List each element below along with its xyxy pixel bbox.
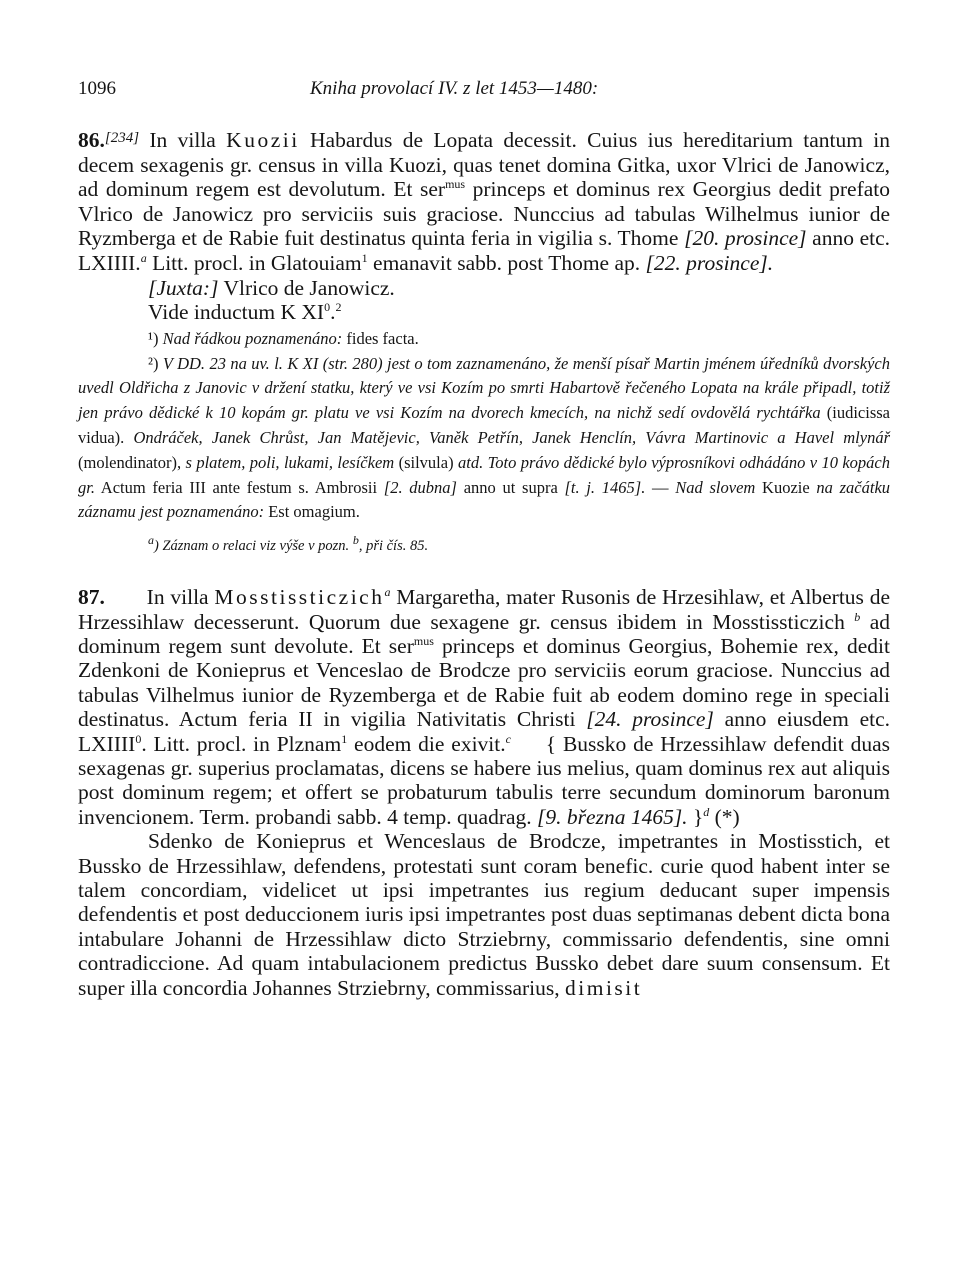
note-marker: a	[140, 250, 147, 265]
footnote-marker: 2	[335, 300, 342, 314]
superscript: 0	[135, 731, 142, 746]
footnote-text: s platem, poli, lukami, lesíčkem	[185, 452, 395, 472]
entry-text: emanavit sabb. post Thome ap.	[373, 250, 641, 275]
document-page	[78, 78, 890, 1000]
footnote-text: anno ut supra	[463, 477, 558, 497]
entry-87-paragraph-2	[78, 829, 890, 1000]
note-text: ) Záznam o relaci viz výše v pozn.	[154, 538, 350, 555]
footnote-text: na začátku záznamu jest poznamenáno:	[78, 477, 891, 522]
juxta-line	[78, 276, 890, 301]
footnote-text: [t. j. 1465].	[564, 477, 646, 497]
footnote-text: [2. dubna]	[383, 477, 457, 497]
vide-line	[78, 300, 890, 325]
entry-text: Sdenko de Konieprus et Wenceslaus de Brodcze, impetrantes in Mostisstich, et Bussko de Hrzessihlaw, defendens, protestati sunt coram benefic. curie quod habent inter se talem concordiam, videlicet ut ipsi impetrantes ius regium deducant super impensis defendentis et post deduccionem iuris ipsi impetrantes post duas septimanas debent dicta bona intabulare Johanni de Hrzessihlaw dicto Strziebrny, commissario defendentis, sine omni contradiccione. Ad quam intabulacionem predictus Bussko debet dare suum consensum. Et super illa concordia Johannes Strziebrny, commissarius,	[78, 829, 890, 1000]
superscript: mus	[445, 177, 466, 192]
entry-text: (*)	[714, 804, 740, 829]
entry-text: ad dominum regem sunt devolute. Et ser	[78, 609, 891, 658]
entry-text: { Bussko de Hrzessihlaw defendit duas sexagenas gr. superius proclamatas, dicens se habere ius melius, quam dominus rex aut aliquis post dominum regem; et offert se probaturum tabulis terre secundum dominorum baronum invencionem. Term. probandi sabb. 4 temp. quadrag.	[78, 731, 891, 829]
note-marker: b	[352, 533, 359, 548]
place-name: Mosstissticzich	[214, 585, 385, 610]
note-marker: a	[148, 533, 154, 548]
footnote-text: fides facta.	[346, 328, 419, 348]
footnote-text: Est omagium.	[268, 502, 360, 522]
footnotes-86	[78, 327, 890, 525]
entry-text: . Litt. procl. in Plznam	[141, 731, 342, 756]
note-marker: a	[384, 584, 391, 599]
footnote-text: (silvula)	[398, 452, 454, 472]
note-marker: c	[505, 731, 511, 746]
superscript: 0	[324, 300, 331, 314]
entry-number: 86.	[78, 128, 105, 152]
footnote-text: Actum feria III ante festum s. Ambrosii	[100, 477, 378, 497]
editorial-note-a	[78, 535, 890, 557]
footnote-number: ²)	[148, 353, 159, 373]
entry-number: 87.	[78, 585, 105, 610]
footnote-text: atd. Toto právo dědické bylo výprosníkovi odhádáno v 10 kopách gr.	[78, 452, 891, 497]
footnote-text: V DD. 23 na uv. l. K XI (str. 280) jest o tom zaznamenáno, že menší písař Martin jménem úředníků dvorských uvedl Oldřicha z Janovic v držení statku, který ve vsi Kozím po smrti Habartově řečeného Lopata na krále připadl, totiž jen právo dědické k 10 kopám gr. platu ve vsi Kozím na dvorech kmecích, na nichž sedí ovdovělá rychtářka	[78, 353, 890, 423]
entry-86-body	[78, 126, 890, 276]
entry-text: In villa	[146, 585, 209, 610]
entry-text: dimisit	[565, 975, 643, 1000]
note-marker: b	[854, 609, 861, 624]
juxta-label: [Juxta:]	[148, 275, 219, 300]
entry-87	[78, 585, 890, 1000]
date-gloss: [9. března 1465].	[537, 804, 688, 829]
footnote-text: Nad slovem	[675, 477, 756, 497]
entry-87-body	[78, 585, 890, 829]
page-header	[78, 78, 890, 108]
note-marker: d	[703, 804, 710, 819]
punctuation: .	[330, 300, 336, 325]
footnote-text: Nad řádkou poznamenáno:	[162, 328, 343, 348]
entry-text: Habardus de Lopata decessit. Cuius ius hereditarium tantum in decem sexagenis gr. census in villa Kuozi, quas tenet domina Gitka, uxor Vlrici de Janowicz, ad dominum regem est devolutum. Et ser	[78, 128, 891, 202]
superscript: mus	[413, 633, 434, 648]
entry-text: eodem die exivit.	[354, 731, 506, 756]
entry-text: princeps et dominus rex Georgius dedit prefato Vlrico de Janowicz pro serviciis suis graciose. Nunccius ad tabulas Wilhelmus iunior de Ryzmberga et de Rabie fuit destinatus quinta feria in vigilia s. Thome	[78, 177, 891, 251]
running-title: Kniha provolací IV. z let 1453—1480:	[310, 78, 599, 99]
entry-text: Margaretha, mater Rusonis de Hrzesihlaw, et Albertus de Hrzessihlaw decesserunt. Quorum due sexagene gr. census ibidem in Mosstissticzich	[78, 585, 890, 634]
footnote-text: —	[652, 477, 669, 497]
note-text: , při čís. 85.	[358, 538, 429, 555]
entry-text: }	[692, 804, 704, 829]
footnote-text: Ondráček, Janek Chrůst, Jan Matějevic, Vaněk Petřín, Janek Henclín, Vávra Martinovic a Havel mlynář	[133, 427, 890, 447]
footnote-marker: 1	[361, 250, 368, 265]
entry-text: anno eiusdem etc. LXIIII	[78, 707, 891, 756]
entry-86	[78, 126, 890, 325]
entry-reference: [234]	[104, 130, 140, 146]
date-gloss: [22. prosince].	[645, 250, 774, 275]
footnote-1	[78, 327, 890, 352]
page-number: 1096	[78, 78, 116, 99]
juxta-text: Vlrico de Janowicz.	[223, 275, 395, 300]
entry-text: anno etc. LXIIII.	[78, 226, 891, 275]
footnote-marker: 1	[341, 731, 348, 746]
entry-text: princeps et dominus Georgius, Bohemie rex, dedit Zdenkoni de Konieprus et Venceslao de Brodcze pro serviciis eorum graciose. Nunccius ad tabulas Vilhelmus iunior de Ryzemberga et de Rabie fuit ab eodem domino rege in speciali destinatus. Actum feria II in vigilia Nativitatis Christi	[78, 633, 890, 732]
entry-text: Litt. procl. in Glatouiam	[152, 250, 362, 275]
footnote-text: (iudicissa vidua).	[78, 403, 890, 447]
footnote-2	[78, 352, 890, 526]
entry-text: In villa	[149, 128, 216, 152]
footnote-text: (molendinator),	[78, 452, 182, 472]
date-gloss: [24. prosince]	[586, 707, 714, 732]
footnote-text: Kuozie	[762, 477, 810, 497]
place-name: Kuozii	[226, 128, 300, 152]
vide-text: Vide inductum K XI	[148, 300, 325, 325]
date-gloss: [20. prosince]	[684, 226, 807, 251]
footnote-number: ¹)	[148, 328, 159, 348]
